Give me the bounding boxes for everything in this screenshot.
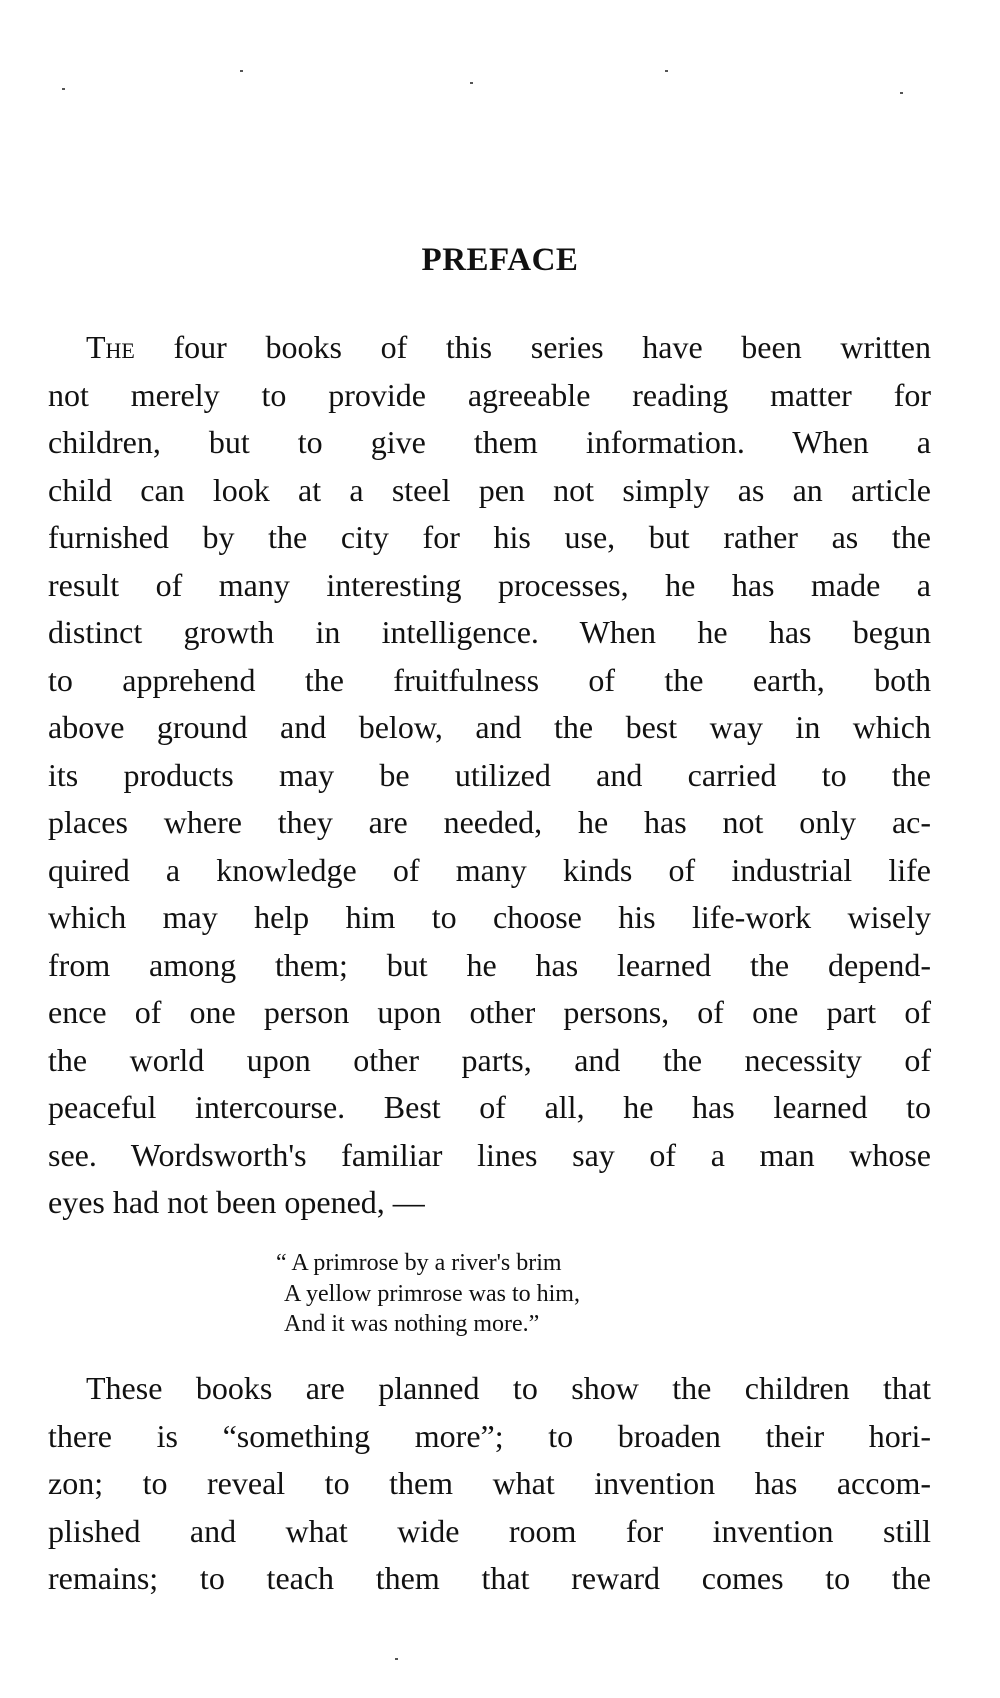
text-line: which may help him to choose his life-work wisely	[48, 899, 931, 935]
poem-line: “ A primrose by a river's brim	[276, 1250, 562, 1276]
text-line: eyes had not been opened, —	[48, 1184, 425, 1220]
page-title: PREFACE	[421, 242, 579, 278]
line-text: four books of this series have been written	[134, 329, 931, 365]
text-line: distinct growth in intelligence. When he has begun	[48, 614, 931, 650]
text-line	[48, 324, 931, 372]
text-line: quired a knowledge of many kinds of industrial life	[48, 851, 931, 888]
text-line: child can look at a steel pen not simply as an article	[48, 471, 931, 508]
text-line: its products may be utilized and carried to the	[48, 756, 931, 793]
speck	[665, 70, 668, 72]
text-line: there is “something more”; to broaden their hori-	[48, 1417, 931, 1454]
text-line: above ground and below, and the best way in which	[48, 709, 931, 745]
text-line: places where they are needed, he has not only ac-	[48, 804, 931, 840]
poem-line: A yellow primrose was to him,	[284, 1280, 580, 1307]
text-line: see. Wordsworth's familiar lines say of a man whose	[48, 1136, 931, 1173]
speck	[62, 88, 65, 90]
paragraph-2	[48, 1365, 931, 1603]
text-line: remains; to teach them that reward comes to the	[48, 1560, 931, 1596]
text-line: plished and what wide room for invention still	[48, 1512, 931, 1549]
speck	[395, 1658, 398, 1660]
text-line: not merely to provide agreeable reading matter for	[48, 376, 931, 413]
text-line: result of many interesting processes, he has made a	[48, 566, 931, 603]
speck	[470, 82, 473, 84]
text-line: the world upon other parts, and the necessity of	[48, 1041, 931, 1078]
text-line: These books are planned to show the children that	[86, 1370, 931, 1406]
speck	[240, 70, 243, 72]
text-line: peaceful intercourse. Best of all, he has learned to	[48, 1089, 931, 1125]
speck	[900, 92, 903, 94]
text-line: furnished by the city for his use, but rather as the	[48, 519, 931, 555]
poem-quote	[276, 1248, 580, 1340]
text-line: from among them; but he has learned the depend-	[48, 946, 931, 983]
text-line: children, but to give them information. When a	[48, 424, 931, 460]
text-line: ence of one person upon other persons, of one part of	[48, 994, 931, 1030]
lead-word: The	[86, 329, 135, 365]
text-line: to apprehend the fruitfulness of the earth, both	[48, 661, 931, 698]
paragraph-1	[48, 324, 931, 1227]
text-line: zon; to reveal to them what invention has accom-	[48, 1465, 931, 1501]
poem-line: And it was nothing more.”	[284, 1311, 540, 1337]
